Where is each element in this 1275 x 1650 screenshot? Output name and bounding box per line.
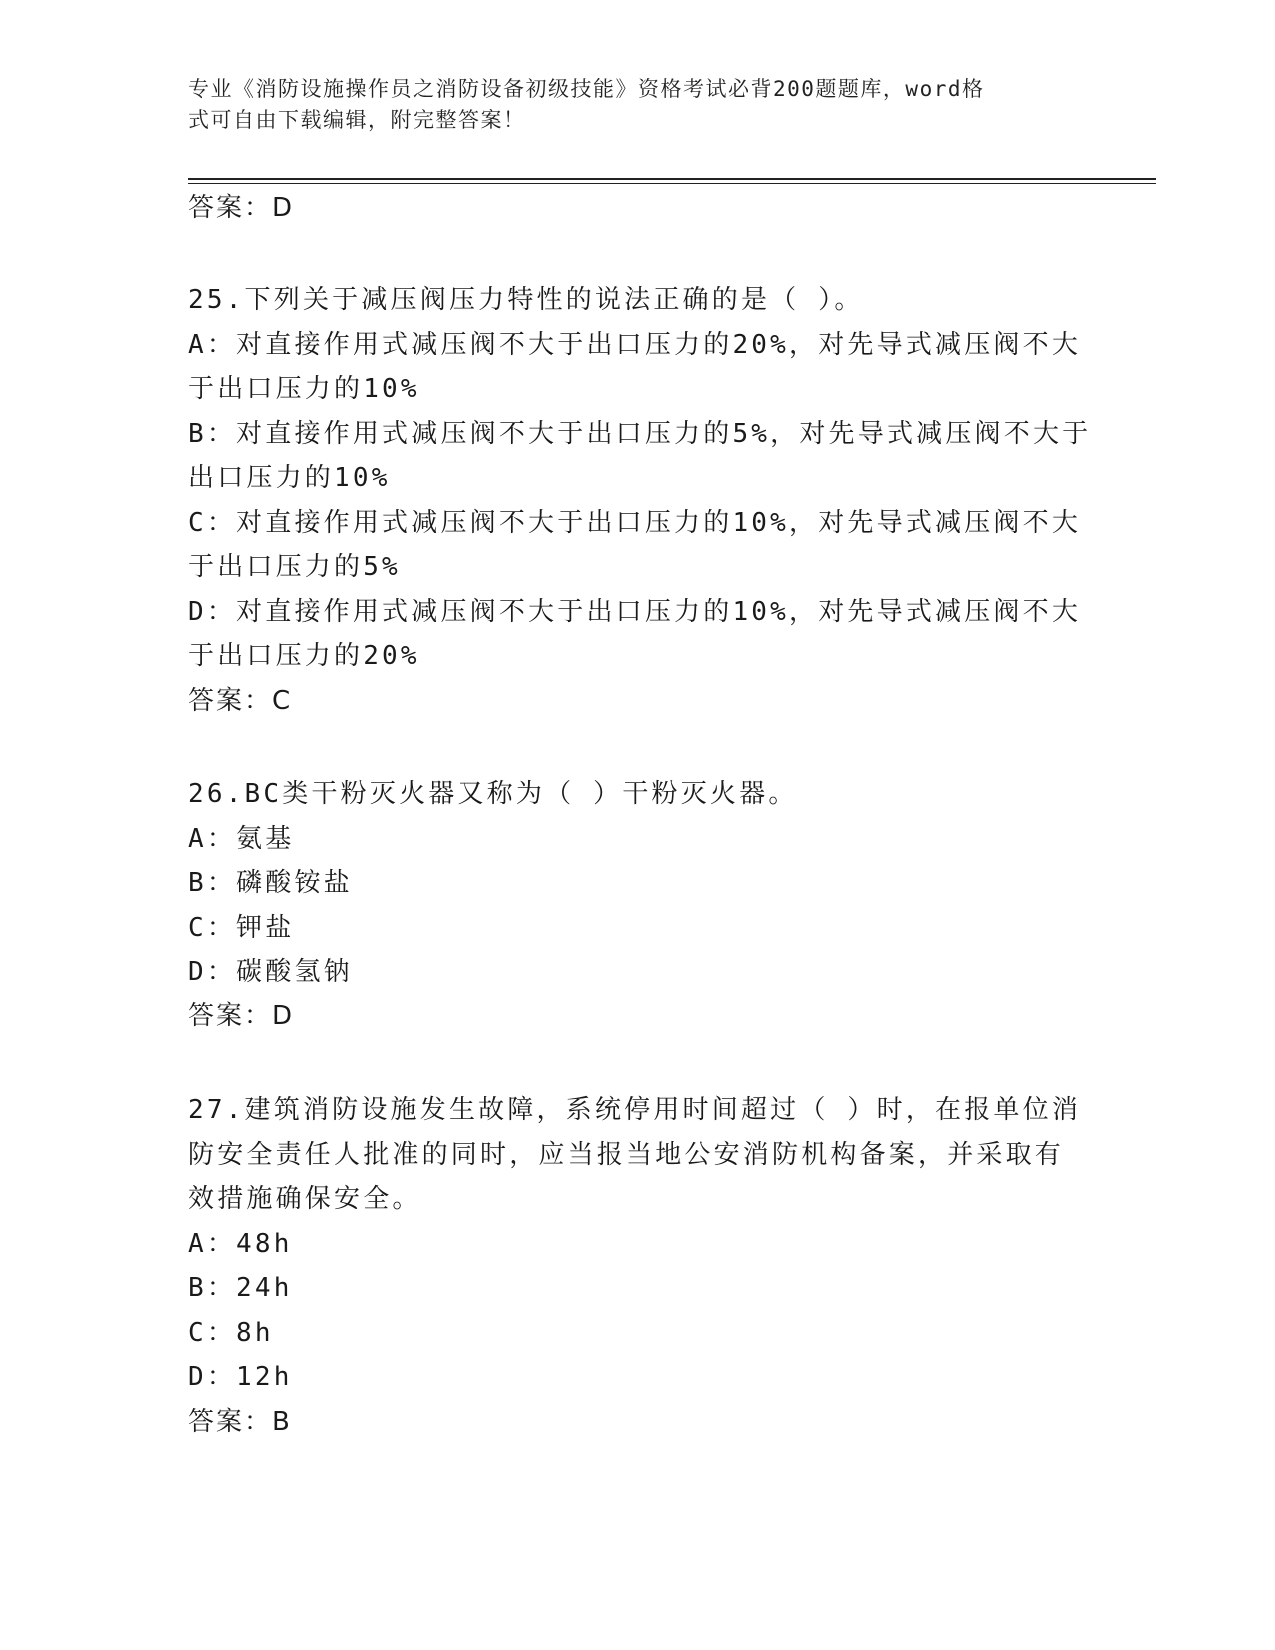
option-b: B：磷酸铵盐: [188, 868, 353, 898]
answer: 答案：B: [188, 1407, 292, 1437]
option-c: C：8h: [188, 1318, 274, 1348]
option-c: C：钾盐: [188, 913, 295, 943]
option-a: A：对直接作用式减压阀不大于出口压力的20%，对先导式减压阀不大: [188, 330, 1082, 360]
option-b-cont: 出口压力的10%: [188, 463, 391, 493]
question-stem-cont-1: 防安全责任人批准的同时，应当报当地公安消防机构备案，并采取有: [188, 1140, 1065, 1170]
question-stem: 25.下列关于减压阀压力特性的说法正确的是（ ）。: [188, 285, 864, 315]
option-c-cont: 于出口压力的5%: [188, 552, 401, 582]
answer: 答案：C: [188, 686, 293, 716]
option-d: D：12h: [188, 1362, 293, 1392]
header-divider-thick: [188, 178, 1156, 180]
previous-answer: 答案：D: [188, 193, 295, 223]
answer: 答案：D: [188, 1001, 295, 1031]
option-b: B：对直接作用式减压阀不大于出口压力的5%，对先导式减压阀不大于: [188, 419, 1092, 449]
option-c: C：对直接作用式减压阀不大于出口压力的10%，对先导式减压阀不大: [188, 508, 1082, 538]
option-a: A：48h: [188, 1229, 293, 1259]
option-d: D：碳酸氢钠: [188, 957, 353, 987]
document-header: [188, 74, 1068, 136]
question-stem: 26.BC类干粉灭火器又称为（ ）干粉灭火器。: [188, 779, 798, 809]
option-b: B：24h: [188, 1273, 293, 1303]
question-stem-cont-2: 效措施确保安全。: [188, 1184, 422, 1214]
header-line-1: 专业《消防设施操作员之消防设备初级技能》资格考试必背200题题库，word格: [188, 77, 985, 101]
option-d: D：对直接作用式减压阀不大于出口压力的10%，对先导式减压阀不大: [188, 597, 1082, 627]
option-a-cont: 于出口压力的10%: [188, 374, 420, 404]
header-line-2: 式可自由下载编辑，附完整答案！: [188, 108, 526, 132]
question-stem: 27.建筑消防设施发生故障，系统停用时间超过（ ）时，在报单位消: [188, 1095, 1082, 1125]
option-a: A：氨基: [188, 824, 295, 854]
option-d-cont: 于出口压力的20%: [188, 641, 420, 671]
header-divider-thin: [188, 183, 1156, 184]
